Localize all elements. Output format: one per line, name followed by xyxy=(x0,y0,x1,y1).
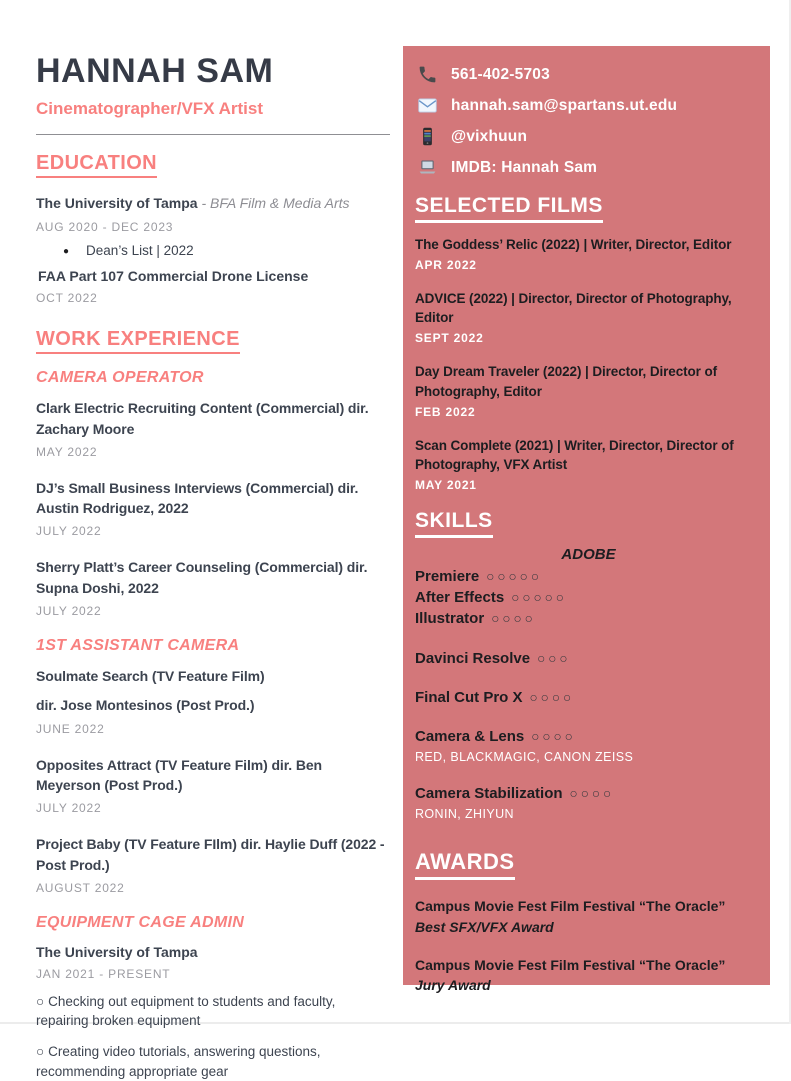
duty-bullet xyxy=(36,1042,390,1081)
skill-row xyxy=(415,567,762,586)
skill-rating-dots: ○○○○ xyxy=(569,786,615,802)
phone-icon xyxy=(417,64,438,85)
skill-row xyxy=(415,649,762,668)
film-title: Scan Complete (2021) | Writer, Director, Director of Photography, VFX Artist xyxy=(415,437,734,472)
film-title: The Goddess’ Relic (2022) | Writer, Director, Editor xyxy=(415,237,732,252)
film-item xyxy=(415,436,762,492)
honor-text: Dean’s List | 2022 xyxy=(86,243,194,259)
skill-gear-caption: RED, BLACKMAGIC, CANON ZEISS xyxy=(415,750,634,765)
role-heading-1st-assistant-camera: 1ST ASSISTANT CAMERA xyxy=(36,637,240,655)
skill-name: Camera & Lens xyxy=(415,728,525,746)
work-entry xyxy=(36,398,390,459)
selected-films-heading: SELECTED FILMS xyxy=(415,194,762,223)
contact-phone xyxy=(417,64,762,85)
employer-name: The University of Tampa xyxy=(36,943,198,960)
contact-imdb xyxy=(417,157,762,178)
film-title: Day Dream Traveler (2022) | Director, Director of Photography, Editor xyxy=(415,364,718,399)
education-school-line xyxy=(36,194,390,214)
film-date: FEB 2022 xyxy=(415,404,476,419)
film-title: ADVICE (2022) | Director, Director of Photography, Editor xyxy=(415,291,732,326)
film-item xyxy=(415,235,762,272)
left-column xyxy=(36,54,390,1081)
awards-heading: AWARDS xyxy=(415,849,762,880)
work-entry-title: DJ’s Small Business Interviews (Commercial) dir. Austin Rodriguez, 2022 xyxy=(36,479,359,517)
film-date: SEPT 2022 xyxy=(415,331,484,346)
work-entry-title: Project Baby (TV Feature FIlm) dir. Haylie Duff (2022 - Post Prod.) xyxy=(36,836,385,873)
person-title: Cinematographer/VFX Artist xyxy=(36,98,264,118)
work-entry-date: JULY 2022 xyxy=(36,524,102,539)
skill-name: Davinci Resolve xyxy=(415,649,531,667)
film-item xyxy=(415,289,762,345)
award-name: Jury Award xyxy=(415,977,491,993)
award-name: Best SFX/VFX Award xyxy=(415,918,554,935)
work-entry xyxy=(36,755,390,816)
work-entry-title: Soulmate Search (TV Feature Film) xyxy=(36,668,265,685)
skills-heading: SKILLS xyxy=(415,509,762,538)
award-item xyxy=(415,896,762,934)
education-heading: EDUCATION xyxy=(36,152,390,178)
award-festival: Campus Movie Fest Film Festival “The Oracle” xyxy=(415,898,726,915)
skill-name: Camera Stabilization xyxy=(415,785,563,803)
open-bullet-icon: ○ xyxy=(36,1043,45,1059)
film-date: APR 2022 xyxy=(415,258,477,273)
skill-row xyxy=(415,784,762,803)
work-entry-title: Clark Electric Recruiting Content (Commercial) dir. Zachary Moore xyxy=(36,400,369,437)
skill-row xyxy=(415,588,762,607)
film-date: MAY 2021 xyxy=(415,478,477,493)
work-entry xyxy=(36,557,390,618)
phone-number: 561-402-5703 xyxy=(451,65,550,83)
skill-rating-dots: ○○○○○ xyxy=(486,569,542,585)
skill-rating-dots: ○○○○ xyxy=(491,611,536,627)
work-entry-date: JULY 2022 xyxy=(36,604,102,619)
email-icon xyxy=(417,95,438,116)
drone-license: FAA Part 107 Commercial Drone License xyxy=(38,268,309,285)
employer-dates: JAN 2021 - PRESENT xyxy=(36,966,171,981)
skill-rating-dots: ○○○○○ xyxy=(511,590,567,606)
award-item xyxy=(415,955,762,993)
contact-email xyxy=(417,95,762,116)
work-entry-date: MAY 2022 xyxy=(36,444,98,459)
license-date: OCT 2022 xyxy=(36,291,98,306)
education-dates: AUG 2020 - DEC 2023 xyxy=(36,220,174,235)
social-handle: @vixhuun xyxy=(451,127,528,145)
work-entry-date: JUNE 2022 xyxy=(36,721,105,736)
award-festival: Campus Movie Fest Film Festival “The Oracle” xyxy=(415,956,726,973)
skill-name: Premiere xyxy=(415,568,480,586)
duty-text: Checking out equipment to students and faculty, repairing broken equipment xyxy=(36,993,336,1029)
open-bullet-icon: ○ xyxy=(36,993,45,1009)
skill-gear-caption: RONIN, ZHIYUN xyxy=(415,807,514,822)
filled-bullet-icon: ● xyxy=(63,246,70,258)
skill-rating-dots: ○○○ xyxy=(537,650,571,666)
email-address: hannah.sam@spartans.ut.edu xyxy=(451,96,678,114)
degree-name: - BFA Film & Media Arts xyxy=(197,194,350,211)
skill-name: Illustrator xyxy=(415,610,485,628)
duty-bullet xyxy=(36,992,390,1031)
role-heading-equipment-cage-admin: EQUIPMENT CAGE ADMIN xyxy=(36,913,245,931)
skill-row xyxy=(415,688,762,707)
role-heading-camera-operator: CAMERA OPERATOR xyxy=(36,369,204,387)
sidebar-panel xyxy=(403,46,770,993)
header-divider xyxy=(36,134,390,135)
skill-row xyxy=(415,609,762,628)
film-item xyxy=(415,362,762,418)
work-experience-heading: WORK EXPERIENCE xyxy=(36,328,390,354)
skill-name: After Effects xyxy=(415,589,505,607)
education-honor xyxy=(36,243,390,258)
skill-name: Final Cut Pro X xyxy=(415,688,523,706)
work-entry xyxy=(36,478,390,539)
work-entry-title-line2: dir. Jose Montesinos (Post Prod.) xyxy=(36,697,255,714)
skill-rating-dots: ○○○○ xyxy=(529,689,575,705)
skill-row xyxy=(415,727,762,746)
work-entry xyxy=(36,834,390,895)
work-entry-date: AUGUST 2022 xyxy=(36,880,125,895)
school-name: The University of Tampa xyxy=(36,194,198,211)
laptop-icon xyxy=(417,157,438,178)
mobile-phone-icon xyxy=(417,126,438,147)
contact-social xyxy=(417,126,762,147)
work-entry xyxy=(36,666,390,736)
work-entry-date: JULY 2022 xyxy=(36,801,102,816)
work-entry-title: Sherry Platt’s Career Counseling (Commercial) dir. Supna Doshi, 2022 xyxy=(36,559,368,596)
work-entry-title: Opposites Attract (TV Feature Film) dir. Ben Meyerson (Post Prod.) xyxy=(36,756,323,793)
skills-group-label: ADOBE xyxy=(561,546,616,564)
skill-rating-dots: ○○○○ xyxy=(531,729,576,745)
imdb-handle: IMDB: Hannah Sam xyxy=(451,158,598,176)
person-name: HANNAH SAM xyxy=(36,52,274,90)
duty-text: Creating video tutorials, answering questions, recommending appropriate gear xyxy=(36,1043,321,1079)
